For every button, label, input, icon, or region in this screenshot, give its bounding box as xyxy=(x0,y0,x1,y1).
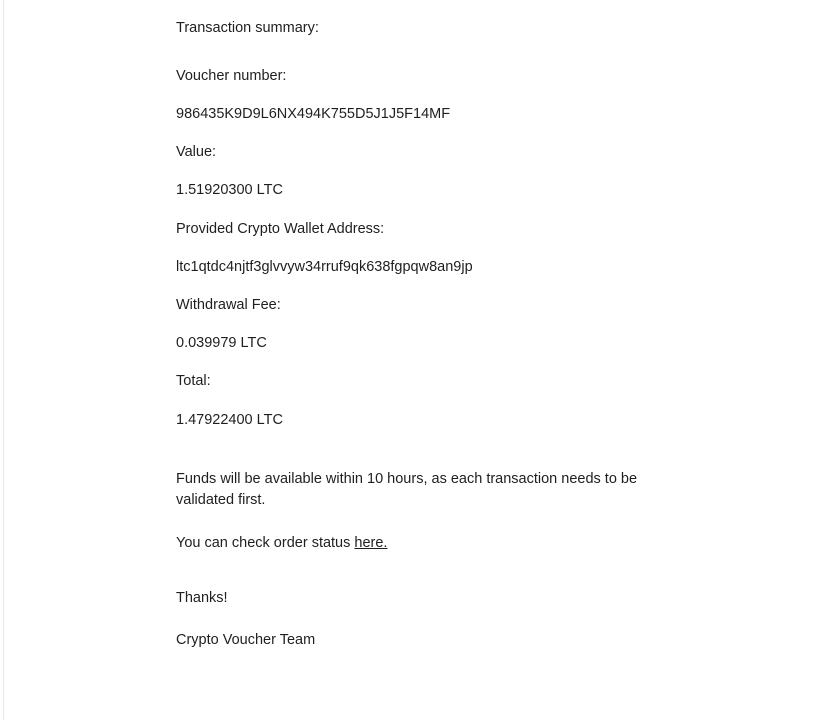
availability-note: Funds will be available within 10 hours, as each transaction needs to be validated first. xyxy=(176,471,638,508)
order-status-link[interactable]: here. xyxy=(354,535,388,551)
wallet-address: ltc1qtdc4njtf3glvvyw34rruf9qk638fgpqw8an9jp xyxy=(176,259,473,275)
signature: Crypto Voucher Team xyxy=(176,632,316,648)
voucher-label: Voucher number: xyxy=(176,68,287,84)
status-line xyxy=(176,534,387,552)
status-prefix: You can check order status xyxy=(176,535,355,551)
voucher-number: 986435K9D9L6NX494K755D5J1J5F14MF xyxy=(176,106,451,122)
fee-amount: 0.039979 LTC xyxy=(176,335,267,351)
value-label: Value: xyxy=(176,144,217,160)
total-label: Total: xyxy=(176,373,211,389)
fee-label: Withdrawal Fee: xyxy=(176,297,281,313)
value-amount: 1.51920300 LTC xyxy=(176,182,283,198)
thanks-text: Thanks! xyxy=(176,590,228,606)
total-amount: 1.47922400 LTC xyxy=(176,412,283,428)
summary-heading: Transaction summary: xyxy=(176,20,319,36)
wallet-label: Provided Crypto Wallet Address: xyxy=(176,221,385,237)
left-divider xyxy=(3,0,4,720)
